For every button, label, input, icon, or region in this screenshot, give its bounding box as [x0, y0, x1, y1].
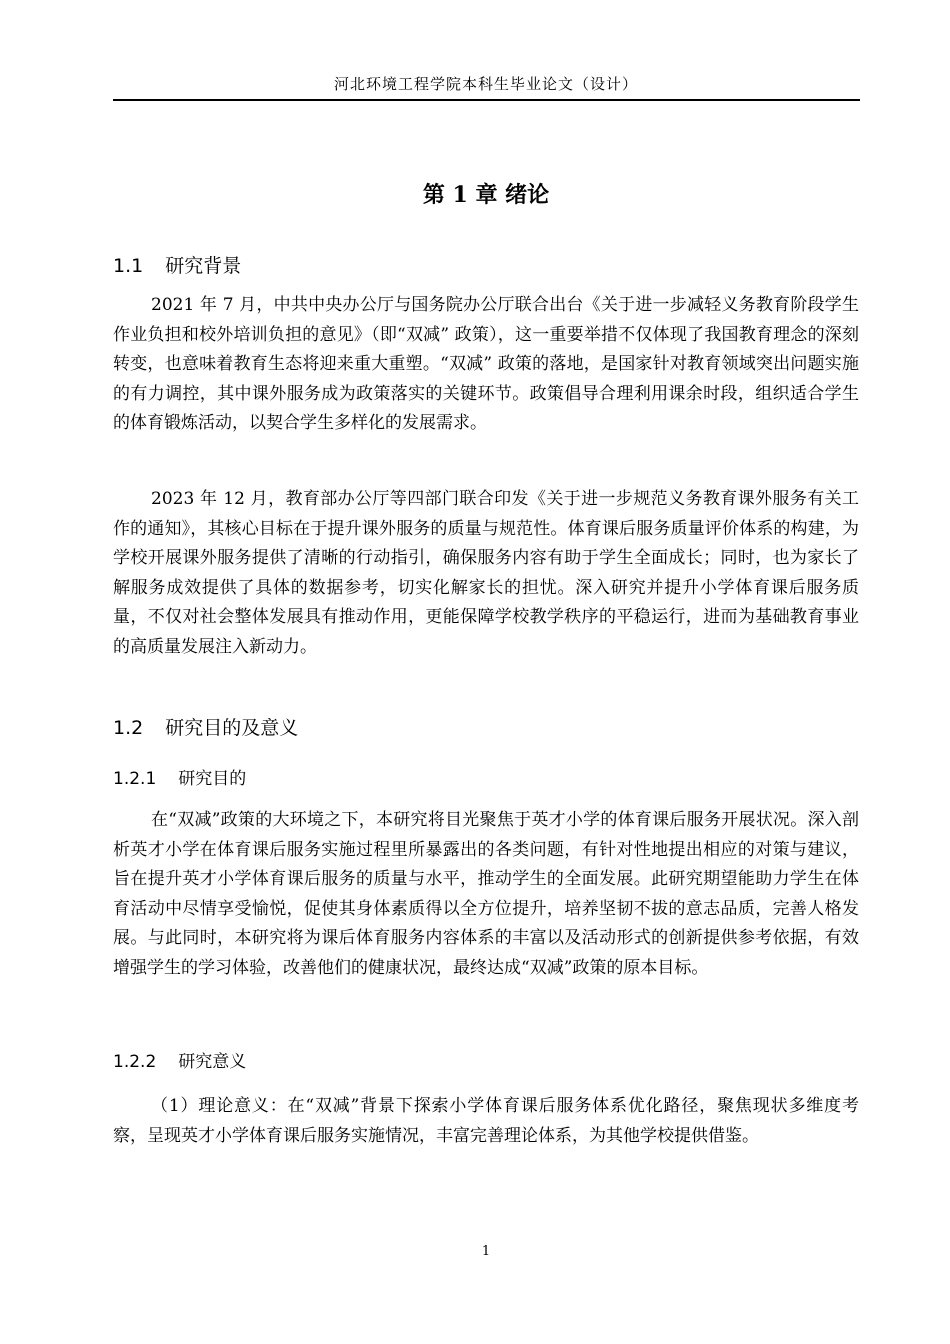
- significance-paragraph: （1）理论意义：在“双减”背景下探索小学体育课后服务体系优化路径，聚焦现状多维度考察，呈现英才小学体育课后服务实施情况，丰富完善理论体系，为其他学校提供借鉴。: [113, 1096, 859, 1146]
- subsection-heading-1-2-1: [113, 767, 246, 791]
- subsection-title: 研究目的: [178, 769, 247, 789]
- section-title: 研究目的及意义: [165, 717, 299, 739]
- page-number: 1: [481, 1244, 491, 1259]
- header-rule: [113, 99, 860, 101]
- background-paragraph-1: 2021 年 7 月，中共中央办公厅与国务院办公厅联合出台《关于进一步减轻义务教育阶段学生作业负担和校外培训负担的意见》（即“双减” 政策），这一重要举措不仅体现了我国教育理念的深刻转变，也意味着教育生态将迎来重大重塑。“双减” 政策的落地，是国家针对教育领域突出问题实施的有力调控，其中课外服务成为政策落实的关键环节。政策倡导合理利用课余时段，组织适合学生的体育锻炼活动，以契合学生多样化的发展需求。: [113, 295, 859, 433]
- section-title: 研究背景: [165, 255, 242, 277]
- section-number: 1.1: [113, 255, 144, 277]
- subsection-number: 1.2.1: [113, 769, 157, 789]
- purpose-paragraph: 在“双减”政策的大环境之下，本研究将目光聚焦于英才小学的体育课后服务开展状况。深入剖析英才小学在体育课后服务实施过程里所暴露出的各类问题，有针对性地提出相应的对策与建议，旨在提升英才小学体育课后服务的质量与水平，推动学生的全面发展。此研究期望能助力学生在体育活动中尽情享受愉悦，促使其身体素质得以全方位提升，培养坚韧不拔的意志品质，完善人格发展。与此同时，本研究将为课后体育服务内容体系的丰富以及活动形式的创新提供参考依据，有效增强学生的学习体验，改善他们的健康状况，最终达成“双减”政策的原本目标。: [113, 810, 859, 978]
- section-number: 1.2: [113, 717, 144, 739]
- chapter-title: 第 1 章 绪论: [422, 182, 550, 208]
- subsection-heading-1-2-2: [113, 1050, 246, 1074]
- running-header: 河北环境工程学院本科生毕业论文（设计）: [333, 75, 638, 93]
- subsection-number: 1.2.2: [113, 1052, 157, 1072]
- subsection-title: 研究意义: [178, 1052, 247, 1072]
- background-paragraph-2: 2023 年 12 月，教育部办公厅等四部门联合印发《关于进一步规范义务教育课外服务有关工作的通知》，其核心目标在于提升课外服务的质量与规范性。体育课后服务质量评价体系的构建，为学校开展课外服务提供了清晰的行动指引，确保服务内容有助于学生全面成长；同时，也为家长了解服务成效提供了具体的数据参考，切实化解家长的担忧。深入研究并提升小学体育课后服务质量，不仅对社会整体发展具有推动作用，更能保障学校教学秩序的平稳运行，进而为基础教育事业的高质量发展注入新动力。: [113, 489, 859, 657]
- section-heading-1-2: [113, 715, 298, 741]
- section-heading-1-1: [113, 253, 241, 279]
